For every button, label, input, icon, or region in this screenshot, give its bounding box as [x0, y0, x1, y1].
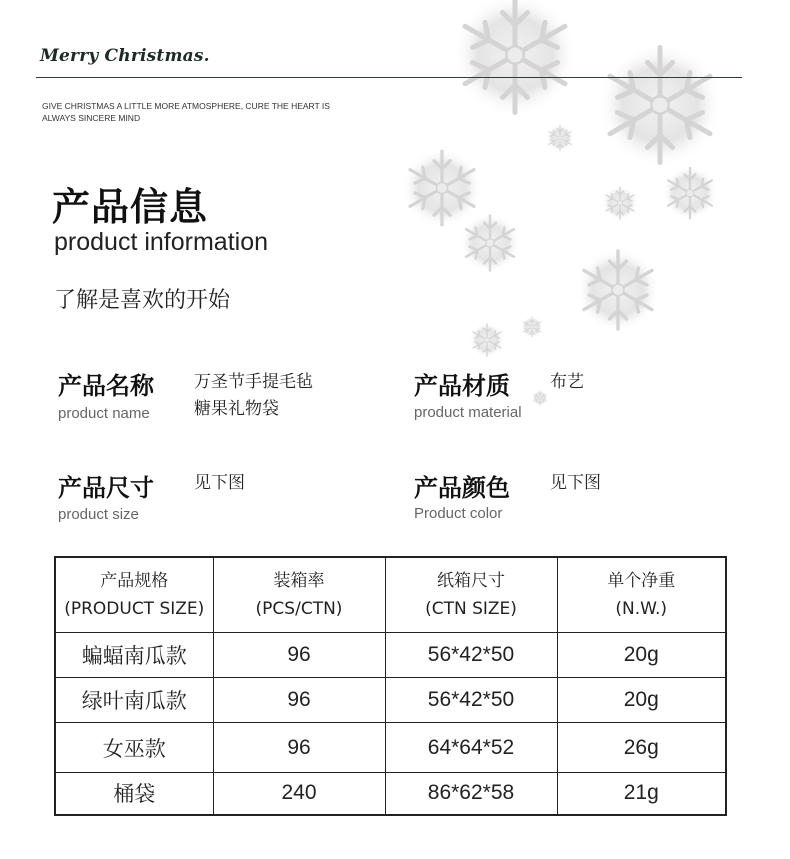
product-name-value-line2: 糖果礼物袋 [194, 399, 279, 419]
table-cell: 女巫款 [55, 723, 213, 773]
table-header-row [55, 557, 726, 633]
snowflake-icon [460, 213, 520, 273]
table-header-cell [385, 557, 557, 633]
table-cell: 96 [213, 723, 385, 773]
table-cell: 21g [557, 773, 726, 815]
table-row [55, 678, 726, 723]
table-header-cell [557, 557, 726, 633]
table-cell: 86*62*58 [385, 773, 557, 815]
table-cell: 20g [557, 633, 726, 678]
snowflake-icon [663, 166, 718, 221]
product-size-label-en: product size [58, 506, 139, 523]
table-cell: 蝙蝠南瓜款 [55, 633, 213, 678]
product-material-label: 产品材质 [414, 372, 510, 400]
table-cell: 56*42*50 [385, 678, 557, 723]
brand-title: Merry Christmas. [40, 46, 210, 66]
product-material-value: 布艺 [550, 372, 584, 392]
snowflake-icon [576, 248, 661, 333]
snowflake-icon [402, 148, 482, 228]
header-tagline: GIVE CHRISTMAS A LITTLE MORE ATMOSPHERE, CURE THE HEART IS ALWAYS SINCERE MIND [42, 101, 330, 123]
product-name-label-en: product name [58, 405, 150, 422]
table-header-cell [213, 557, 385, 633]
product-material-label-en: product material [414, 404, 522, 421]
snowflake-icon [453, 0, 578, 118]
section-title-en: product information [54, 228, 269, 256]
header-cn: 纸箱尺寸 [437, 571, 505, 591]
table-cell: 20g [557, 678, 726, 723]
table-row [55, 633, 726, 678]
snowflake-icon [546, 124, 574, 152]
product-color-label-en: Product color [414, 505, 503, 522]
header-divider [36, 77, 742, 78]
product-size-value: 见下图 [194, 473, 245, 493]
table-cell: 240 [213, 773, 385, 815]
product-color-value: 见下图 [550, 473, 601, 493]
table-cell: 96 [213, 633, 385, 678]
snowflake-icon [521, 316, 543, 338]
header-cn: 产品规格 [100, 571, 169, 591]
spec-table [54, 556, 727, 816]
product-name-label: 产品名称 [58, 372, 154, 400]
table-cell: 桶袋 [55, 773, 213, 815]
snowflake-icon [603, 186, 638, 221]
table-cell: 绿叶南瓜款 [55, 678, 213, 723]
snowflake-icon [532, 390, 548, 406]
table-row [55, 723, 726, 773]
table-cell: 64*64*52 [385, 723, 557, 773]
snowflake-icon [470, 323, 505, 358]
header-cn: 单个净重 [607, 571, 676, 591]
table-cell: 56*42*50 [385, 633, 557, 678]
table-cell: 96 [213, 678, 385, 723]
table-header-cell [55, 557, 213, 633]
product-color-label: 产品颜色 [414, 474, 510, 502]
header-en: (PCS/CTN) [255, 599, 343, 619]
table-cell: 26g [557, 723, 726, 773]
product-name-value-line1: 万圣节手提毛毡 [194, 372, 313, 392]
header-cn: 装箱率 [273, 571, 325, 591]
header-en: (CTN SIZE) [425, 599, 517, 619]
product-size-label: 产品尺寸 [58, 474, 154, 502]
snowflake-icon [598, 43, 723, 168]
header-en: (PRODUCT SIZE) [64, 599, 205, 619]
section-slogan: 了解是喜欢的开始 [54, 288, 231, 313]
product-name-value [194, 369, 313, 423]
header-en: (N.W.) [615, 599, 668, 619]
table-row [55, 773, 726, 815]
section-title-cn: 产品信息 [52, 184, 209, 229]
